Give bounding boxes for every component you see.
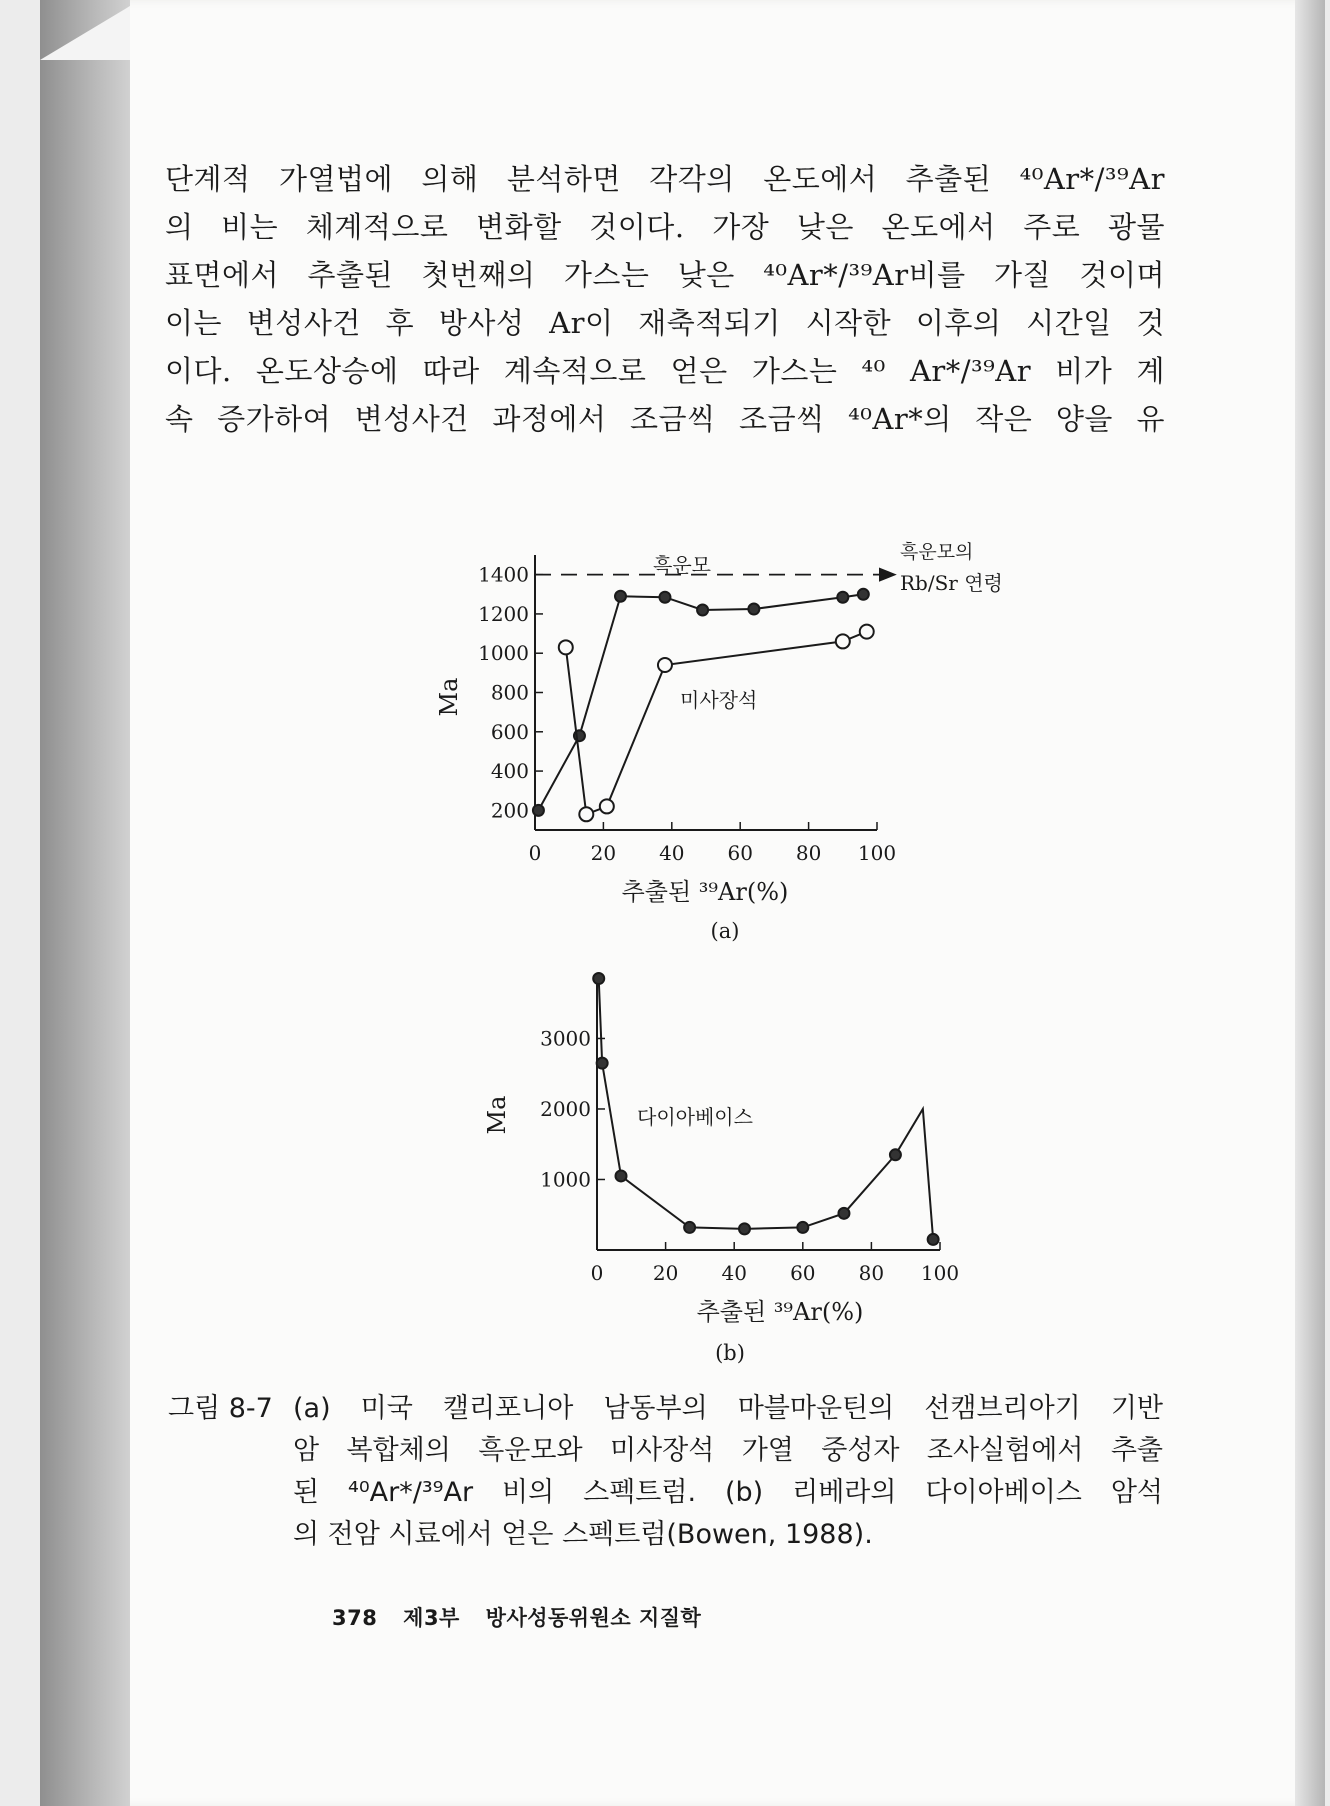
- data-point: [659, 592, 670, 603]
- y-tick-label: 1400: [478, 562, 529, 587]
- body-line: 의 비는 체계적으로 변화할 것이다. 가장 낮은 온도에서 주로 광물: [165, 210, 1165, 244]
- page-footer: [332, 1602, 719, 1632]
- data-point: [593, 973, 604, 984]
- data-point: [615, 591, 626, 602]
- x-tick-label: 60: [790, 1261, 816, 1285]
- chart-b-ylabel: Ma: [483, 1095, 511, 1135]
- body-line: 단계적 가열법에 의해 분석하면 각각의 온도에서 추출된 ⁴⁰Ar*/³⁹Ar: [165, 162, 1165, 196]
- data-point: [748, 604, 759, 615]
- data-point-open: [559, 640, 573, 654]
- data-point-open: [836, 634, 850, 648]
- chart-b-xlabel: 추출된 ³⁹Ar(%): [696, 1298, 864, 1326]
- x-tick-label: 40: [659, 841, 685, 865]
- y-tick-label: 1200: [478, 601, 529, 626]
- chart-a-reference-series-label: 흑운모: [653, 553, 711, 577]
- footer-part: 제3부: [403, 1606, 460, 1630]
- data-point: [858, 589, 869, 600]
- y-tick-label: 2000: [540, 1096, 591, 1121]
- data-point: [616, 1170, 627, 1181]
- footer-title: 방사성동위원소 지질학: [485, 1606, 702, 1630]
- data-point: [597, 1058, 608, 1069]
- caption-line: (a) 미국 캘리포니아 남동부의 마블마운틴의 선캠브리아기 기반: [293, 1393, 1163, 1424]
- data-point-open: [579, 807, 593, 821]
- x-tick-label: 60: [727, 841, 753, 865]
- body-line: 이는 변성사건 후 방사성 Ar이 재축적되기 시작한 이후의 시간일 것: [165, 306, 1165, 340]
- x-tick-label: 0: [528, 841, 542, 865]
- data-point: [533, 805, 544, 816]
- chart-a-ylabel: Ma: [435, 677, 463, 717]
- y-tick-label: 3000: [540, 1026, 591, 1051]
- data-point: [890, 1149, 901, 1160]
- caption-label: 그림 8-7: [168, 1393, 273, 1424]
- x-tick-label: 100: [857, 841, 897, 865]
- x-tick-label: 100: [920, 1261, 960, 1285]
- caption-line: 암 복합체의 흑운모와 미사장석 가열 중성자 조사실험에서 추출: [293, 1435, 1163, 1466]
- data-point: [684, 1222, 695, 1233]
- data-point: [739, 1223, 750, 1234]
- data-point-open: [860, 625, 874, 639]
- chart-a-series-label-microcline: 미사장석: [680, 688, 758, 712]
- data-point-open: [600, 799, 614, 813]
- y-tick-label: 1000: [540, 1167, 591, 1192]
- body-line: 표면에서 추출된 첫번째의 가스는 낮은 ⁴⁰Ar*/³⁹Ar비를 가질 것이며: [165, 258, 1165, 292]
- x-tick-label: 80: [795, 841, 822, 865]
- series-line: [566, 632, 867, 815]
- data-point: [928, 1234, 939, 1245]
- data-point: [797, 1222, 808, 1233]
- chart-a: [435, 540, 1003, 943]
- y-tick-label: 1000: [478, 641, 529, 666]
- body-line: 이다. 온도상승에 따라 계속적으로 얻은 가스는 ⁴⁰ Ar*/³⁹Ar 비가 계: [165, 354, 1165, 388]
- caption-line: 의 전암 시료에서 얻은 스펙트럼(Bowen, 1988).: [293, 1519, 873, 1550]
- page-number: 378: [332, 1606, 378, 1630]
- chart-b-series-label-diabase: 다이아베이스: [637, 1105, 753, 1129]
- data-point: [838, 1208, 849, 1219]
- caption-line: 된 ⁴⁰Ar*/³⁹Ar 비의 스펙트럼. (b) 리베라의 다이아베이스 암석: [293, 1477, 1163, 1508]
- x-tick-label: 0: [590, 1261, 604, 1285]
- x-tick-label: 40: [721, 1261, 747, 1285]
- data-point-open: [658, 658, 672, 672]
- data-point: [837, 592, 848, 603]
- chart-a-reference-label-1: 흑운모의: [900, 541, 974, 563]
- data-point: [697, 605, 708, 616]
- body-line: 속 증가하여 변성사건 과정에서 조금씩 조금씩 ⁴⁰Ar*의 작은 양을 유: [165, 402, 1165, 436]
- x-tick-label: 20: [652, 1261, 679, 1285]
- x-tick-label: 80: [858, 1261, 885, 1285]
- chart-a-xlabel: 추출된 ³⁹Ar(%): [621, 878, 789, 906]
- y-tick-label: 800: [490, 680, 529, 705]
- x-tick-label: 20: [590, 841, 617, 865]
- chart-b: [483, 973, 959, 1365]
- y-tick-label: 400: [490, 759, 529, 784]
- chart-b-panel-label: (b): [715, 1341, 745, 1365]
- chart-a-panel-label: (a): [710, 919, 740, 943]
- chart-a-reference-label-2: Rb/Sr 연령: [900, 571, 1003, 595]
- y-tick-label: 200: [490, 798, 529, 823]
- y-tick-label: 600: [490, 719, 529, 744]
